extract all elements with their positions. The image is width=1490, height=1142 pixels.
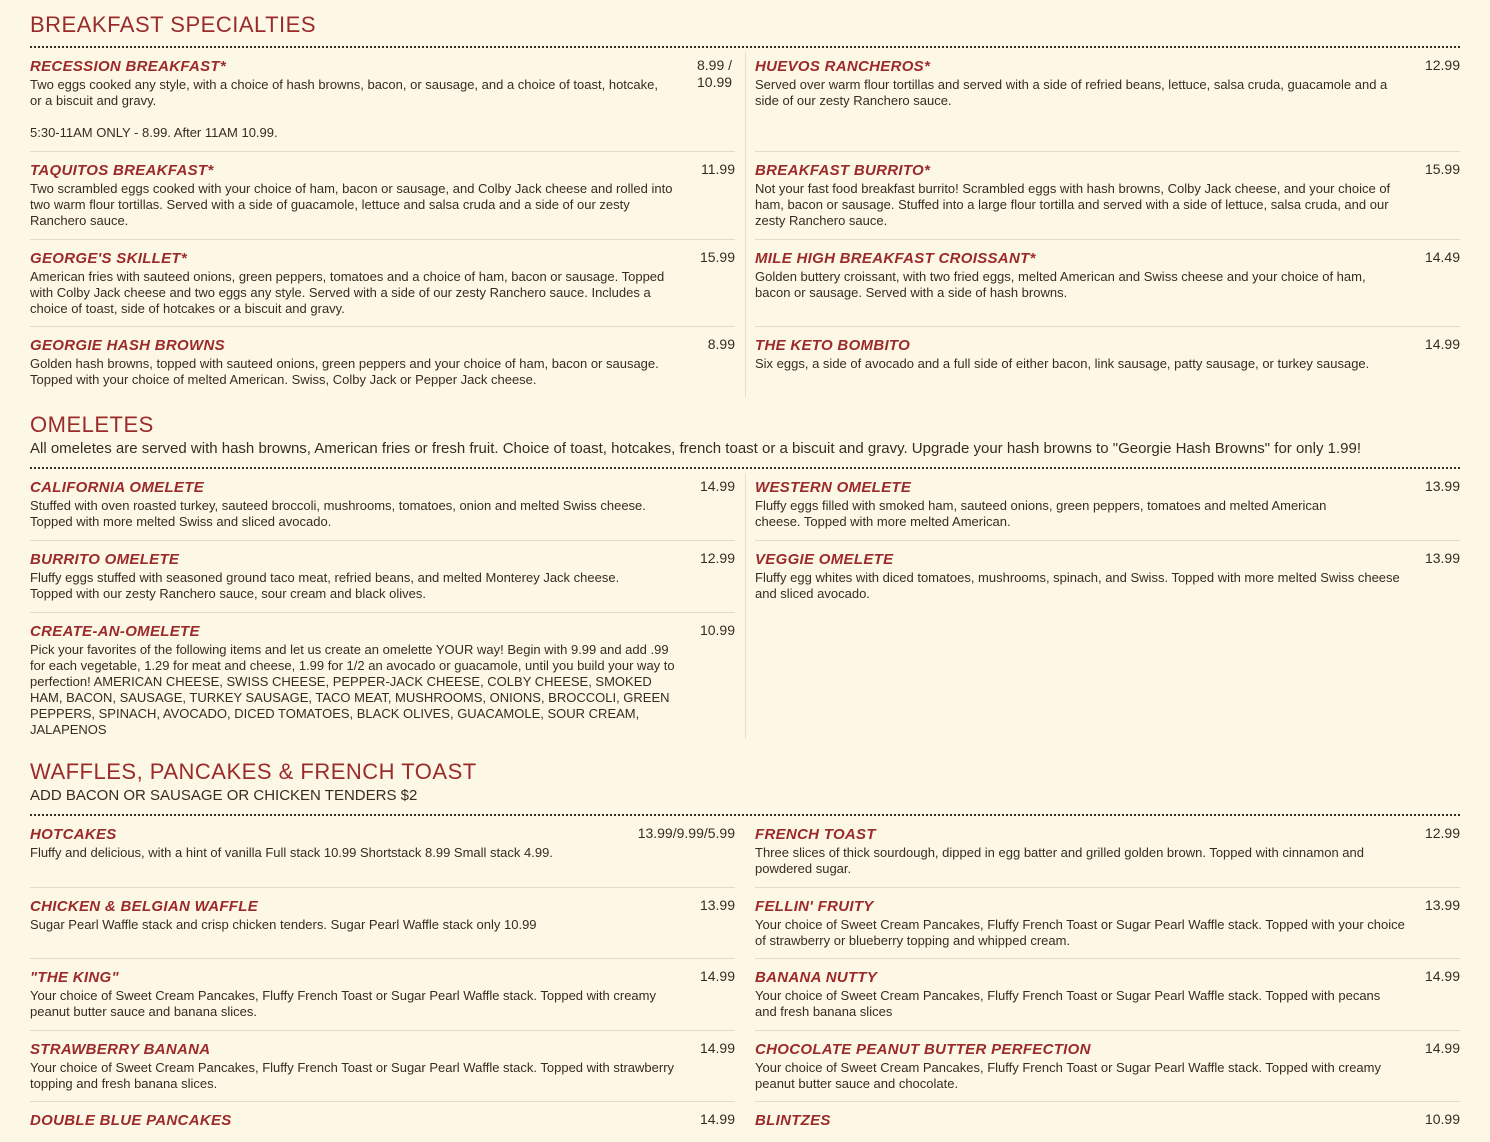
item-price: 12.99 xyxy=(1424,825,1460,841)
item-name: GEORGIE HASH BROWNS xyxy=(30,337,225,354)
menu-item xyxy=(755,240,1460,327)
item-description: Golden buttery croissant, with two fried eggs, melted American and Swiss cheese and your choice of ham, bacon or sausage. Served with a side of hash browns. xyxy=(755,269,1366,300)
item-name: RECESSION BREAKFAST* xyxy=(30,58,227,75)
waffles-right-column xyxy=(755,816,1460,1142)
menu-item xyxy=(30,240,735,327)
item-description: Two scrambled eggs cooked with your choice of ham, bacon or sausage, and Colby Jack cheese and rolled into two warm flour tortillas. Served with a side of guacamole, lettuce and salsa cruda and a side of our zesty Ranchero sauce. xyxy=(30,181,673,228)
menu-item xyxy=(755,888,1460,959)
item-name: FRENCH TOAST xyxy=(755,826,876,843)
item-price: 8.99 xyxy=(707,336,735,352)
menu-item xyxy=(755,327,1460,397)
item-name: DOUBLE BLUE PANCAKES xyxy=(30,1112,232,1129)
item-name: HUEVOS RANCHEROS* xyxy=(755,58,931,75)
menu-item xyxy=(755,1031,1460,1102)
item-name: STRAWBERRY BANANA xyxy=(30,1041,211,1058)
item-name: GEORGE'S SKILLET* xyxy=(30,250,188,267)
item-description: Your choice of Sweet Cream Pancakes, Fluffy French Toast or Sugar Pearl Waffle stack. Topped with pecans and fresh banana slices xyxy=(755,988,1381,1019)
item-name: FELLIN' FRUITY xyxy=(755,898,874,915)
item-description: Not your fast food breakfast burrito! Scrambled eggs with hash browns, Colby Jack cheese, and your choice of ham, bacon or sausage. Stuffed into a large flour tortilla and served with a side of lettuce, salsa cruda, and our zesty Ranchero sauce. xyxy=(755,181,1391,228)
item-price: 14.99 xyxy=(1424,968,1460,984)
item-price: 13.99 xyxy=(699,897,735,913)
item-price: 11.99 xyxy=(701,161,735,177)
waffles-section xyxy=(30,759,1460,1142)
menu-item xyxy=(755,152,1460,240)
item-name: THE KETO BOMBITO xyxy=(755,337,911,354)
item-description: Your choice of Sweet Cream Pancakes, Fluffy French Toast or Sugar Pearl Waffle stack. Topped with creamy peanut butter sauce and banana slices. xyxy=(30,988,656,1019)
menu-item xyxy=(30,48,735,152)
menu-item xyxy=(30,1102,735,1142)
item-name: CHOCOLATE PEANUT BUTTER PERFECTION xyxy=(755,1041,1091,1058)
column-divider xyxy=(745,473,746,739)
item-price: 10.99 xyxy=(1424,1111,1460,1127)
item-price: 14.99 xyxy=(699,1111,735,1127)
item-name: WESTERN OMELETE xyxy=(755,479,912,496)
item-description: Two eggs cooked any style, with a choice of hash browns, bacon, or sausage, and a choice of toast, hotcake, or a biscuit and gravy. xyxy=(30,77,658,108)
item-price: 13.99/9.99/5.99 xyxy=(637,825,735,841)
item-description: Served over warm flour tortillas and served with a side of refried beans, lettuce, salsa cruda, guacamole and a side of our zesty Ranchero sauce. xyxy=(755,77,1388,108)
item-price: 13.99 xyxy=(1424,897,1460,913)
item-description: American fries with sauteed onions, green peppers, tomatoes and a choice of ham, bacon or sausage. Topped with Colby Jack cheese and two eggs any style. Served with a side of our zesty Ranchero sauce. Includes a choice of toast, side of hotcakes or a biscuit and gravy. xyxy=(30,269,665,316)
menu-item xyxy=(755,469,1460,541)
item-name: BLINTZES xyxy=(755,1112,831,1129)
menu-item xyxy=(30,888,735,959)
menu-item xyxy=(755,959,1460,1031)
item-description: Your choice of Sweet Cream Pancakes, Fluffy French Toast or Sugar Pearl Waffle stack. Topped with strawberry topping and fresh banana slices. xyxy=(30,1060,675,1091)
omeletes-grid xyxy=(30,469,1460,739)
waffles-subtitle: ADD BACON OR SAUSAGE OR CHICKEN TENDERS $2 xyxy=(30,787,418,804)
item-description: Six eggs, a side of avocado and a full side of either bacon, link sausage, patty sausage, or turkey sausage. xyxy=(755,356,1370,371)
item-price: 15.99 xyxy=(699,249,735,265)
item-name: CHICKEN & BELGIAN WAFFLE xyxy=(30,898,259,915)
item-price: 15.99 xyxy=(1424,161,1460,177)
item-description: Pick your favorites of the following items and let us create an omelette YOUR way! Begin with 9.99 and add .99 for each vegetable, 1.29 for meat and cheese, 1.99 for 1/2 an avocado or guacamole, until you build your way to perfection! AMERICAN CHEESE, SWISS CHEESE, PEPPER-JACK CHEESE, COLBY CHEESE, SMOKED HAM, BACON, SAUSAGE, TURKEY SAUSAGE, TACO MEAT, MUSHROOMS, ONIONS, BROCCOLI, GREEN PEPPERS, SPINACH, AVOCADO, DICED TOMATOES, BLACK OLIVES, GUACAMOLE, SOUR CREAM, JALAPENOS xyxy=(30,642,675,737)
item-price: 14.99 xyxy=(699,478,735,494)
menu-item xyxy=(30,1031,735,1102)
item-description: Sugar Pearl Waffle stack and crisp chicken tenders. Sugar Pearl Waffle stack only 10.99 xyxy=(30,917,537,932)
item-description: Fluffy eggs stuffed with seasoned ground taco meat, refried beans, and melted Monterey Jack cheese. Topped with our zesty Ranchero sauce, sour cream and black olives. xyxy=(30,570,620,601)
item-description: Your choice of Sweet Cream Pancakes, Fluffy French Toast or Sugar Pearl Waffle stack. Topped with creamy peanut butter sauce and chocolate. xyxy=(755,1060,1381,1091)
menu-item xyxy=(755,541,1460,613)
menu-item xyxy=(30,816,735,888)
item-note: 5:30-11AM ONLY - 8.99. After 11AM 10.99. xyxy=(30,125,278,140)
item-description: Fluffy eggs filled with smoked ham, sauteed onions, green peppers, tomatoes and melted American cheese. Topped with more melted American. xyxy=(755,498,1327,529)
breakfast-left-column xyxy=(30,48,735,397)
item-price: 13.99 xyxy=(1424,550,1460,566)
waffles-grid xyxy=(30,816,1460,1142)
item-description: Golden hash browns, topped with sauteed onions, green peppers and your choice of ham, bacon or sausage. Topped with your choice of melted American. Swiss, Colby Jack or Pepper Jack cheese. xyxy=(30,356,659,387)
column-divider xyxy=(745,52,746,397)
breakfast-grid xyxy=(30,48,1460,397)
item-name: HOTCAKES xyxy=(30,826,117,843)
item-price: 12.99 xyxy=(1424,57,1460,73)
menu-item xyxy=(30,152,735,240)
item-price: 14.99 xyxy=(699,968,735,984)
waffles-title: WAFFLES, PANCAKES & FRENCH TOAST xyxy=(30,759,477,784)
omeletes-section xyxy=(30,412,1460,739)
item-description: Stuffed with oven roasted turkey, sauteed broccoli, mushrooms, tomatoes, onion and melted Swiss cheese. Topped with more melted Swiss and sliced avocado. xyxy=(30,498,646,529)
breakfast-title: BREAKFAST SPECIALTIES xyxy=(30,12,317,37)
item-price: 8.99 / 10.99 xyxy=(697,57,733,90)
item-name: CREATE-AN-OMELETE xyxy=(30,623,200,640)
item-price: 10.99 xyxy=(699,622,735,638)
item-price: 14.49 xyxy=(1424,249,1460,265)
item-name: BREAKFAST BURRITO* xyxy=(755,162,931,179)
waffles-left-column xyxy=(30,816,735,1142)
menu-item xyxy=(30,327,735,397)
item-price: 14.99 xyxy=(1424,336,1460,352)
menu-item xyxy=(755,48,1460,152)
item-description: Three slices of thick sourdough, dipped in egg batter and grilled golden brown. Topped with cinnamon and powdered sugar. xyxy=(755,845,1364,876)
item-description: Your choice of Sweet Cream Pancakes, Fluffy French Toast or Sugar Pearl Waffle stack. Topped with your choice of strawberry or blueberry topping and whipped cream. xyxy=(755,917,1405,948)
menu-item xyxy=(30,541,735,613)
item-price: 14.99 xyxy=(699,1040,735,1056)
item-name: BURRITO OMELETE xyxy=(30,551,180,568)
item-price: 14.99 xyxy=(1424,1040,1460,1056)
omeletes-title: OMELETES xyxy=(30,412,154,437)
item-name: "THE KING" xyxy=(30,969,119,986)
breakfast-section xyxy=(30,12,1460,397)
omeletes-left-column xyxy=(30,469,735,739)
item-name: MILE HIGH BREAKFAST CROISSANT* xyxy=(755,250,1036,267)
item-name: VEGGIE OMELETE xyxy=(755,551,894,568)
menu-item xyxy=(30,959,735,1031)
menu-item xyxy=(30,469,735,541)
menu-item xyxy=(755,816,1460,888)
omeletes-right-column xyxy=(755,469,1460,739)
breakfast-right-column xyxy=(755,48,1460,397)
item-description: Fluffy egg whites with diced tomatoes, mushrooms, spinach, and Swiss. Topped with more melted Swiss cheese and sliced avocado. xyxy=(755,570,1400,601)
menu-item xyxy=(755,1102,1460,1142)
omeletes-subtitle: All omeletes are served with hash browns, American fries or fresh fruit. Choice of toast, hotcakes, french toast or a biscuit and gravy. Upgrade your hash browns to "Georgie Hash Browns" for only 1.99! xyxy=(30,440,1362,457)
item-description: Fluffy and delicious, with a hint of vanilla Full stack 10.99 Shortstack 8.99 Small stack 4.99. xyxy=(30,845,553,860)
item-name: TAQUITOS BREAKFAST* xyxy=(30,162,214,179)
menu-item xyxy=(30,613,735,739)
item-name: BANANA NUTTY xyxy=(755,969,878,986)
item-price: 12.99 xyxy=(699,550,735,566)
item-price: 13.99 xyxy=(1424,478,1460,494)
item-name: CALIFORNIA OMELETE xyxy=(30,479,205,496)
